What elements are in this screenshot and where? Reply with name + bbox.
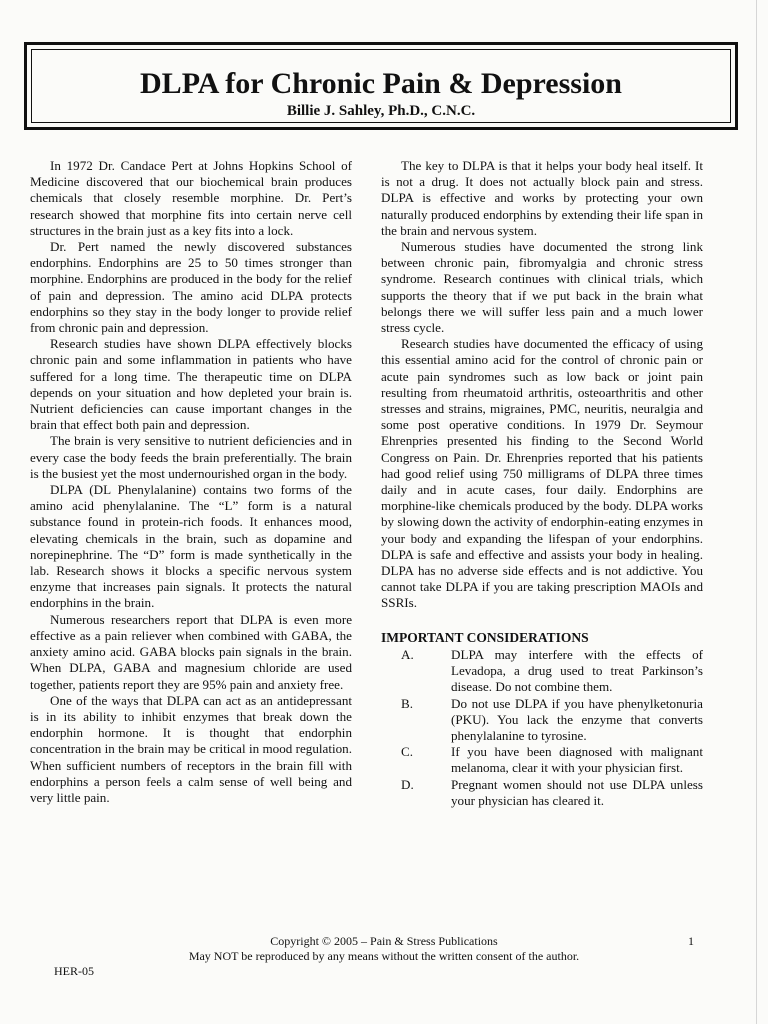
consideration-item bbox=[381, 744, 703, 776]
item-letter: B. bbox=[401, 695, 414, 711]
page-number: 1 bbox=[688, 934, 694, 948]
consideration-item bbox=[381, 777, 703, 809]
paragraph: In 1972 Dr. Candace Pert at Johns Hopkins School of Medicine discovered that our biochemical brain produces chemicals that closely resemble morphine. Dr. Pert’s research showed that morphine fits into certain nerve cell structures in the brain just as a key fits into a lock. bbox=[30, 158, 352, 238]
footer bbox=[0, 934, 768, 964]
left-column bbox=[30, 158, 352, 806]
paragraph: One of the ways that DLPA can act as an antidepressant is in its ability to inhibit enzymes that break down the endorphin hormone. It is thought that endorphin concentration in the brain may be critical in mood regulation. When sufficient numbers of receptors in the brain fill with endorphins a person feels a calm sense of well being and very little pain. bbox=[30, 692, 352, 805]
paragraph: DLPA (DL Phenylalanine) contains two forms of the amino acid phenylalanine. The “L” form is a natural substance found in protein-rich foods. It enhances mood, elevating chemicals in the brain, such as dopamine and norepinephrine. The “D” form is made synthetically in the lab. Research shows it blocks a specific nervous system enzyme that increases pain signals. It protects the natural endorphins in the brain. bbox=[30, 482, 352, 611]
section-heading: IMPORTANT CONSIDERATIONS bbox=[381, 629, 589, 645]
page-title: DLPA for Chronic Pain & Depression bbox=[140, 67, 622, 100]
consideration-item bbox=[381, 647, 703, 696]
paragraph: Numerous researchers report that DLPA is even more effective as a pain reliever when combined with GABA, the anxiety amino acid. GABA blocks pain signals in the brain. When DLPA, GABA and magnesium chloride are used together, patients report they are 95% pain and anxiety free. bbox=[30, 611, 352, 692]
title-box bbox=[24, 42, 738, 130]
paragraph: Research studies have shown DLPA effectively blocks chronic pain and some inflammation in patients who have suffered for a long time. The therapeutic time on DLPA depends on your situation and how depleted your brain is. Nutrient deficiencies can cause important changes in the brain that effect both pain and depression. bbox=[30, 336, 352, 433]
paragraph: Dr. Pert named the newly discovered substances endorphins. Endorphins are 25 to 50 times stronger than morphine. Endorphins are produced in the body for the relief of pain and depression. The amino acid DLPA protects endorphins so they stay in the body longer to provide relief from chronic pain and depression. bbox=[30, 239, 352, 336]
item-letter: C. bbox=[401, 744, 414, 760]
copyright-line: Copyright © 2005 – Pain & Stress Publications bbox=[270, 934, 498, 948]
reproduction-notice: May NOT be reproduced by any means without the written consent of the author. bbox=[188, 949, 580, 963]
author-line: Billie J. Sahley, Ph.D., C.N.C. bbox=[286, 103, 476, 119]
item-letter: D. bbox=[401, 776, 414, 792]
item-text: DLPA may interfere with the effects of Levadopa, a drug used to treat Parkinson’s disease. Do not combine them. bbox=[451, 646, 703, 695]
document-code: HER-05 bbox=[54, 964, 94, 978]
paragraph: The brain is very sensitive to nutrient deficiencies and in every case the body feeds the brain preferentially. The brain is the busiest yet the most undernourished organ in the body. bbox=[30, 433, 352, 481]
paragraph: Research studies have documented the efficacy of using this essential amino acid for the control of chronic pain or acute pain syndromes such as low back or joint pain resulting from rheumatoid arthritis, osteoarthritis and other stresses and strains, migraines, PMC, neuritis, neuralgia and some post operative conditions. In 1979 Dr. Seymour Ehrenpries presented his finding to the Second World Congress on Pain. Dr. Ehrenpries reported that his patients had good relief using 750 milligrams of DLPA three times daily and in acute cases, four daily. Endorphins are morphine-like chemicals produced by the body. DLPA works by slowing down the activity of endorphin-eating enzymes in your body and expanding the lifespan of your endorphins. DLPA is safe and effective and assists your body in healing. DLPA has no adverse side effects and is not addictive. You cannot take DLPA if you are taking prescription MAOIs and SSRIs. bbox=[381, 336, 703, 611]
paragraph: Numerous studies have documented the strong link between chronic pain, fibromyalgia and chronic stress syndrome. Research continues with clinical trials, which supports the theory that if we put back in the brain what belongs there we will suffer less pain and a much lower stress cycle. bbox=[381, 239, 703, 336]
page-edge-line bbox=[756, 0, 757, 1024]
paragraph: The key to DLPA is that it helps your body heal itself. It is not a drug. It does not actually block pain and stress. DLPA is effective and works by protecting your own naturally produced endorphins by extending their life span in the brain and nervous system. bbox=[381, 158, 703, 238]
item-text: Do not use DLPA if you have phenylketonuria (PKU). You lack the enzyme that converts phenylalanine to tyrosine. bbox=[451, 695, 703, 743]
item-letter: A. bbox=[401, 646, 414, 662]
consideration-item bbox=[381, 696, 703, 745]
right-column bbox=[381, 158, 703, 809]
item-text: Pregnant women should not use DLPA unless your physician has cleared it. bbox=[451, 776, 703, 808]
item-text: If you have been diagnosed with malignant melanoma, clear it with your physician first. bbox=[451, 744, 703, 776]
